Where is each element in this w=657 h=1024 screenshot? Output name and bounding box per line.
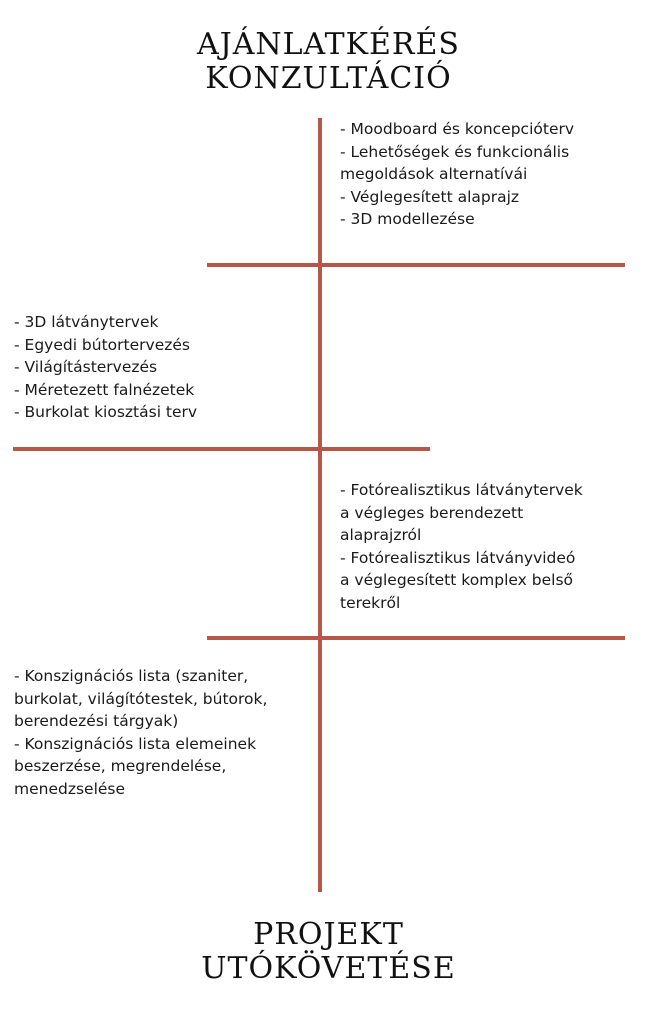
- heading-bottom-line-1: PROJEKT: [253, 917, 404, 952]
- step-2-line: - Méretezett falnézetek: [14, 380, 195, 399]
- timeline-divider-2: [13, 447, 430, 451]
- heading-bottom: [0, 918, 657, 986]
- step-3-line: terekről: [340, 593, 401, 612]
- step-block-3: [340, 479, 583, 614]
- step-1-line: - Lehetőségek és funkcionális: [340, 142, 570, 161]
- step-block-2: [14, 311, 197, 424]
- step-1-line: - Véglegesített alaprajz: [340, 187, 520, 206]
- heading-bottom-line-2: UTÓKÖVETÉSE: [201, 951, 456, 986]
- step-2-line: - Világítástervezés: [14, 358, 158, 376]
- step-2-line: - 3D látványtervek: [14, 313, 159, 331]
- step-4-line: beszerzése, megrendelése,: [14, 757, 227, 775]
- heading-top-line-2: KONZULTÁCIÓ: [205, 61, 452, 96]
- step-3-line: - Fotórealisztikus látványvideó: [340, 548, 576, 567]
- heading-top: [0, 28, 657, 96]
- step-2-line: - Burkolat kiosztási terv: [14, 403, 198, 421]
- step-4-line: - Konszignációs lista elemeinek: [14, 734, 257, 753]
- step-2-line: - Egyedi bútortervezés: [14, 335, 190, 354]
- heading-top-line-1: AJÁNLATKÉRÉS: [197, 27, 460, 62]
- step-4-line: menedzselése: [14, 779, 126, 798]
- step-3-line: a végleges berendezett: [340, 503, 524, 522]
- step-1-line: megoldások alternatívái: [340, 165, 528, 183]
- step-1-line: - Moodboard és koncepcióterv: [340, 120, 575, 138]
- step-block-4: [14, 665, 267, 800]
- step-block-1: [340, 118, 574, 231]
- step-4-line: burkolat, világítótestek, bútorok,: [14, 689, 268, 708]
- step-3-line: - Fotórealisztikus látványtervek: [340, 481, 583, 499]
- timeline-vertical-line: [318, 118, 322, 892]
- timeline-divider-1: [207, 263, 625, 267]
- timeline-divider-3: [207, 636, 625, 640]
- step-4-line: - Konszignációs lista (szaniter,: [14, 667, 249, 685]
- step-3-line: a véglegesített komplex belső: [340, 571, 574, 589]
- step-3-line: alaprajzról: [340, 526, 422, 544]
- step-4-line: berendezési tárgyak): [14, 712, 179, 730]
- step-1-line: - 3D modellezése: [340, 210, 475, 228]
